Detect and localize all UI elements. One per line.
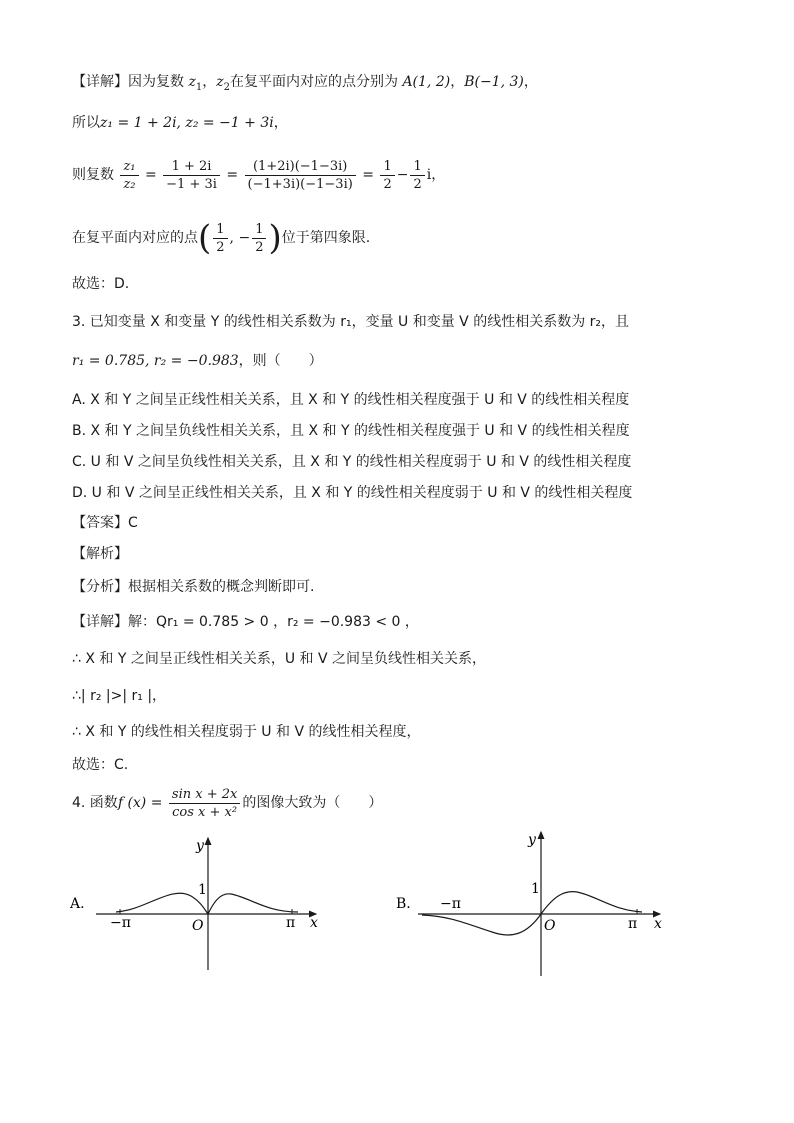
q3-choose: 故选：C. bbox=[72, 757, 129, 773]
q3-step-1: ∴ X 和 Y 之间呈正线性相关关系，U 和 V 之间呈负线性相关关系， bbox=[72, 651, 487, 667]
q4-stem: 4. 函数f (x) = $\frac{\text{sin x + 2x}}{\text{cos x + x²}}$ 的图像大致为（ ） bbox=[72, 786, 383, 820]
graph-b-one-label: 1 bbox=[531, 881, 540, 897]
q3-option-a: A. X 和 Y 之间呈正线性相关关系，且 X 和 Y 的线性相关程度强于 U 和 V 的线性相关程度 bbox=[72, 392, 630, 408]
graph-a-origin-label: O bbox=[192, 918, 204, 934]
detail-tag: 【详解】 bbox=[72, 74, 128, 90]
graph-a-curve bbox=[116, 893, 298, 914]
graph-a-option-label: A. bbox=[70, 896, 85, 912]
fraction-line: 则复数 $\frac{\text{z₁}}{\text{z₂}}$ = $\frac{1 + 2i}{-1 + 3i}$ = $\frac{(1+2i)(-1-3i)}{(-1+3i)(-1-3i)}$ = $\frac{1}{2}$ − $\frac{1}{2}$ i， bbox=[72, 158, 446, 192]
graph-a-pi-label: π bbox=[286, 915, 296, 931]
q3-answer: 【答案】C bbox=[72, 515, 138, 531]
q3-stem-line1: 3. 已知变量 X 和变量 Y 的线性相关系数为 r₁，变量 U 和变量 V 的线性相关系数为 r₂，且 bbox=[72, 314, 630, 330]
so-line: 所以z₁ = 1 + 2i, z₂ = −1 + 3i， bbox=[72, 115, 288, 131]
graph-b-y-label: y bbox=[528, 832, 536, 848]
z-values: z₁ = 1 + 2i, z₂ = −1 + 3i bbox=[100, 115, 274, 131]
q3-option-b: B. X 和 Y 之间呈负线性相关关系，且 X 和 Y 的线性相关程度强于 U 和 V 的线性相关程度 bbox=[72, 423, 630, 439]
graph-a[interactable] bbox=[66, 830, 326, 980]
q3-analysis: 【分析】根据相关系数的概念判断即可. bbox=[72, 579, 315, 595]
q3-analysis-tag: 【解析】 bbox=[72, 546, 128, 562]
graph-b-neg-pi-label: −π bbox=[440, 896, 461, 912]
q3-step-2: ∴| r₂ |>| r₁ |， bbox=[72, 688, 167, 704]
detail-line-1: 【详解】因为复数 $z_1$，$z_2$在复平面内对应的点分别为 A(1, 2)，B(−1, 3)， bbox=[72, 74, 538, 93]
graph-b-x-label: x bbox=[654, 916, 662, 932]
choose-d: 故选：D. bbox=[72, 276, 130, 292]
graph-b-option-label: B. bbox=[396, 896, 411, 912]
q3-detail: 【详解】解：Qr₁ = 0.785 > 0 ，r₂ = −0.983 < 0 ， bbox=[72, 614, 419, 630]
q3-option-c: C. U 和 V 之间呈负线性相关关系，且 X 和 Y 的线性相关程度弱于 U 和 V 的线性相关程度 bbox=[72, 454, 632, 470]
graph-a-one-label: 1 bbox=[198, 882, 207, 898]
graph-b-pi-label: π bbox=[628, 916, 638, 932]
graph-a-y-label: y bbox=[196, 838, 204, 854]
q3-option-d: D. U 和 V 之间呈正线性相关关系，且 X 和 Y 的线性相关程度弱于 U 和 V 的线性相关程度 bbox=[72, 485, 633, 501]
graph-a-neg-pi-label: −π bbox=[110, 915, 131, 931]
graph-b[interactable] bbox=[392, 826, 672, 982]
graph-b-origin-label: O bbox=[544, 918, 556, 934]
q3-step-3: ∴ X 和 Y 的线性相关程度弱于 U 和 V 的线性相关程度， bbox=[72, 724, 421, 740]
graph-a-x-label: x bbox=[310, 915, 318, 931]
q3-stem-line2: r₁ = 0.785, r₂ = −0.983，则（ ） bbox=[72, 353, 323, 369]
point-line: 在复平面内对应的点( $\frac{1}{2}$ , − $\frac{1}{2}$ )位于第四象限. bbox=[72, 218, 371, 258]
